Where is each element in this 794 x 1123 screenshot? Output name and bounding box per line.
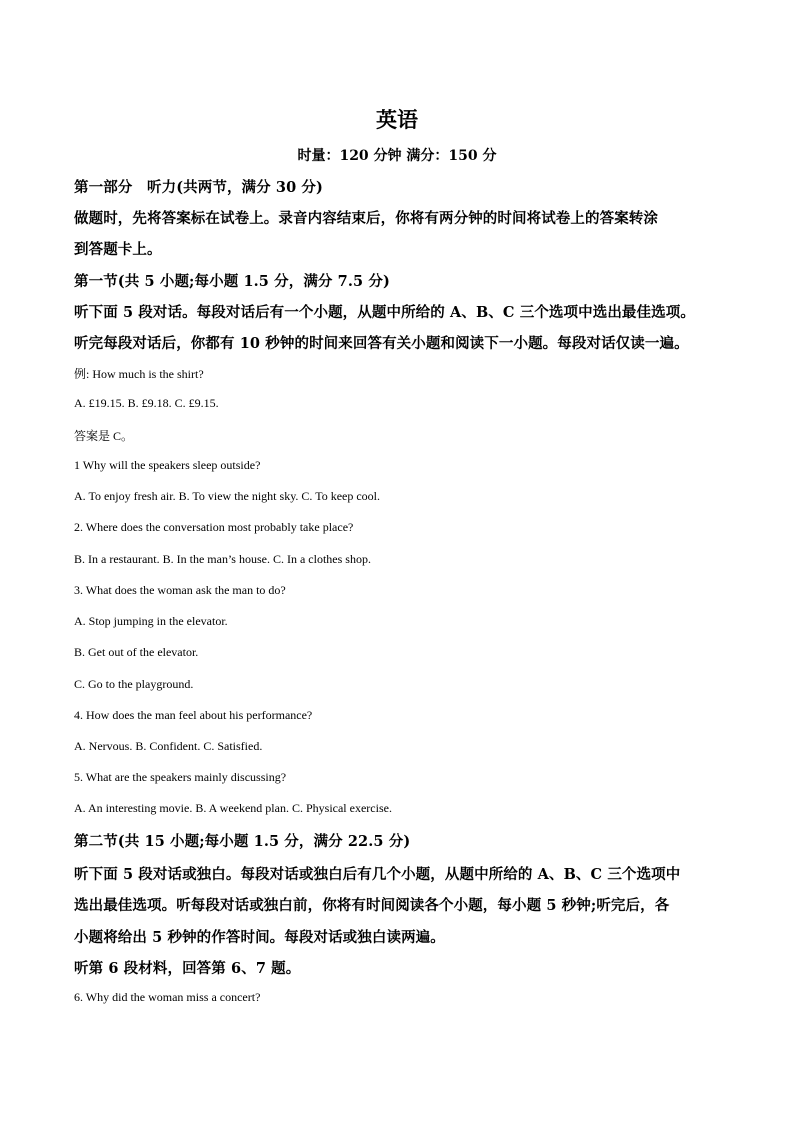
instruction-line: 做题时，先将答案标在试卷上。录音内容结束后，你将有两分钟的时间将试卷上的答案转涂 [74,210,658,227]
example-question: 例: How much is the shirt? [74,367,204,381]
answer-options: A. To enjoy fresh air. B. To view the night sky. C. To keep cool. [74,489,380,503]
example-options: A. £19.15. B. £9.18. C. £9.15. [74,396,219,410]
part-heading: 第一部分 听力(共两节，满分 30 分) [74,179,323,196]
answer-option: B. Get out of the elevator. [74,645,199,659]
answer-options: B. In a restaurant. B. In the man’s house. C. In a clothes shop. [74,552,371,566]
instruction-line: 听下面 5 段对话或独白。每段对话或独白后有几个小题，从题中所给的 A、B、C 三个选项中 [74,866,681,883]
instruction-line: 小题将给出 5 秒钟的作答时间。每段对话或独白读两遍。 [74,929,445,946]
question: 4. How does the man feel about his performance? [74,708,313,722]
material-heading: 听第 6 段材料，回答第 6、7 题。 [74,960,301,977]
question: 3. What does the woman ask the man to do? [74,583,286,597]
answer-option: A. Stop jumping in the elevator. [74,614,228,628]
section-heading: 第二节(共 15 小题;每小题 1.5 分，满分 22.5 分) [74,833,411,850]
question: 5. What are the speakers mainly discussing? [74,770,287,784]
question: 2. Where does the conversation most probably take place? [74,520,354,534]
answer-option: C. Go to the playground. [74,677,194,691]
answer-options: A. An interesting movie. B. A weekend plan. C. Physical exercise. [74,801,392,815]
example-answer: 答案是 C。 [74,429,134,443]
page-title: 英语 [376,107,418,132]
question: 1 Why will the speakers sleep outside? [74,458,261,472]
instruction-line: 到答题卡上。 [74,241,162,258]
question: 6. Why did the woman miss a concert? [74,990,261,1004]
instruction-line: 听完每段对话后，你都有 10 秒钟的时间来回答有关小题和阅读下一小题。每段对话仅读一遍。 [74,335,689,352]
instruction-line: 选出最佳选项。听每段对话或独白前，你将有时间阅读各个小题，每小题 5 秒钟;听完后，各 [74,897,670,914]
exam-meta: 时量：120 分钟 满分：150 分 [297,148,497,164]
instruction-line: 听下面 5 段对话。每段对话后有一个小题，从题中所给的 A、B、C 三个选项中选出最佳选项。 [74,304,695,321]
answer-options: A. Nervous. B. Confident. C. Satisfied. [74,739,263,753]
section-heading: 第一节(共 5 小题;每小题 1.5 分，满分 7.5 分) [74,273,390,290]
